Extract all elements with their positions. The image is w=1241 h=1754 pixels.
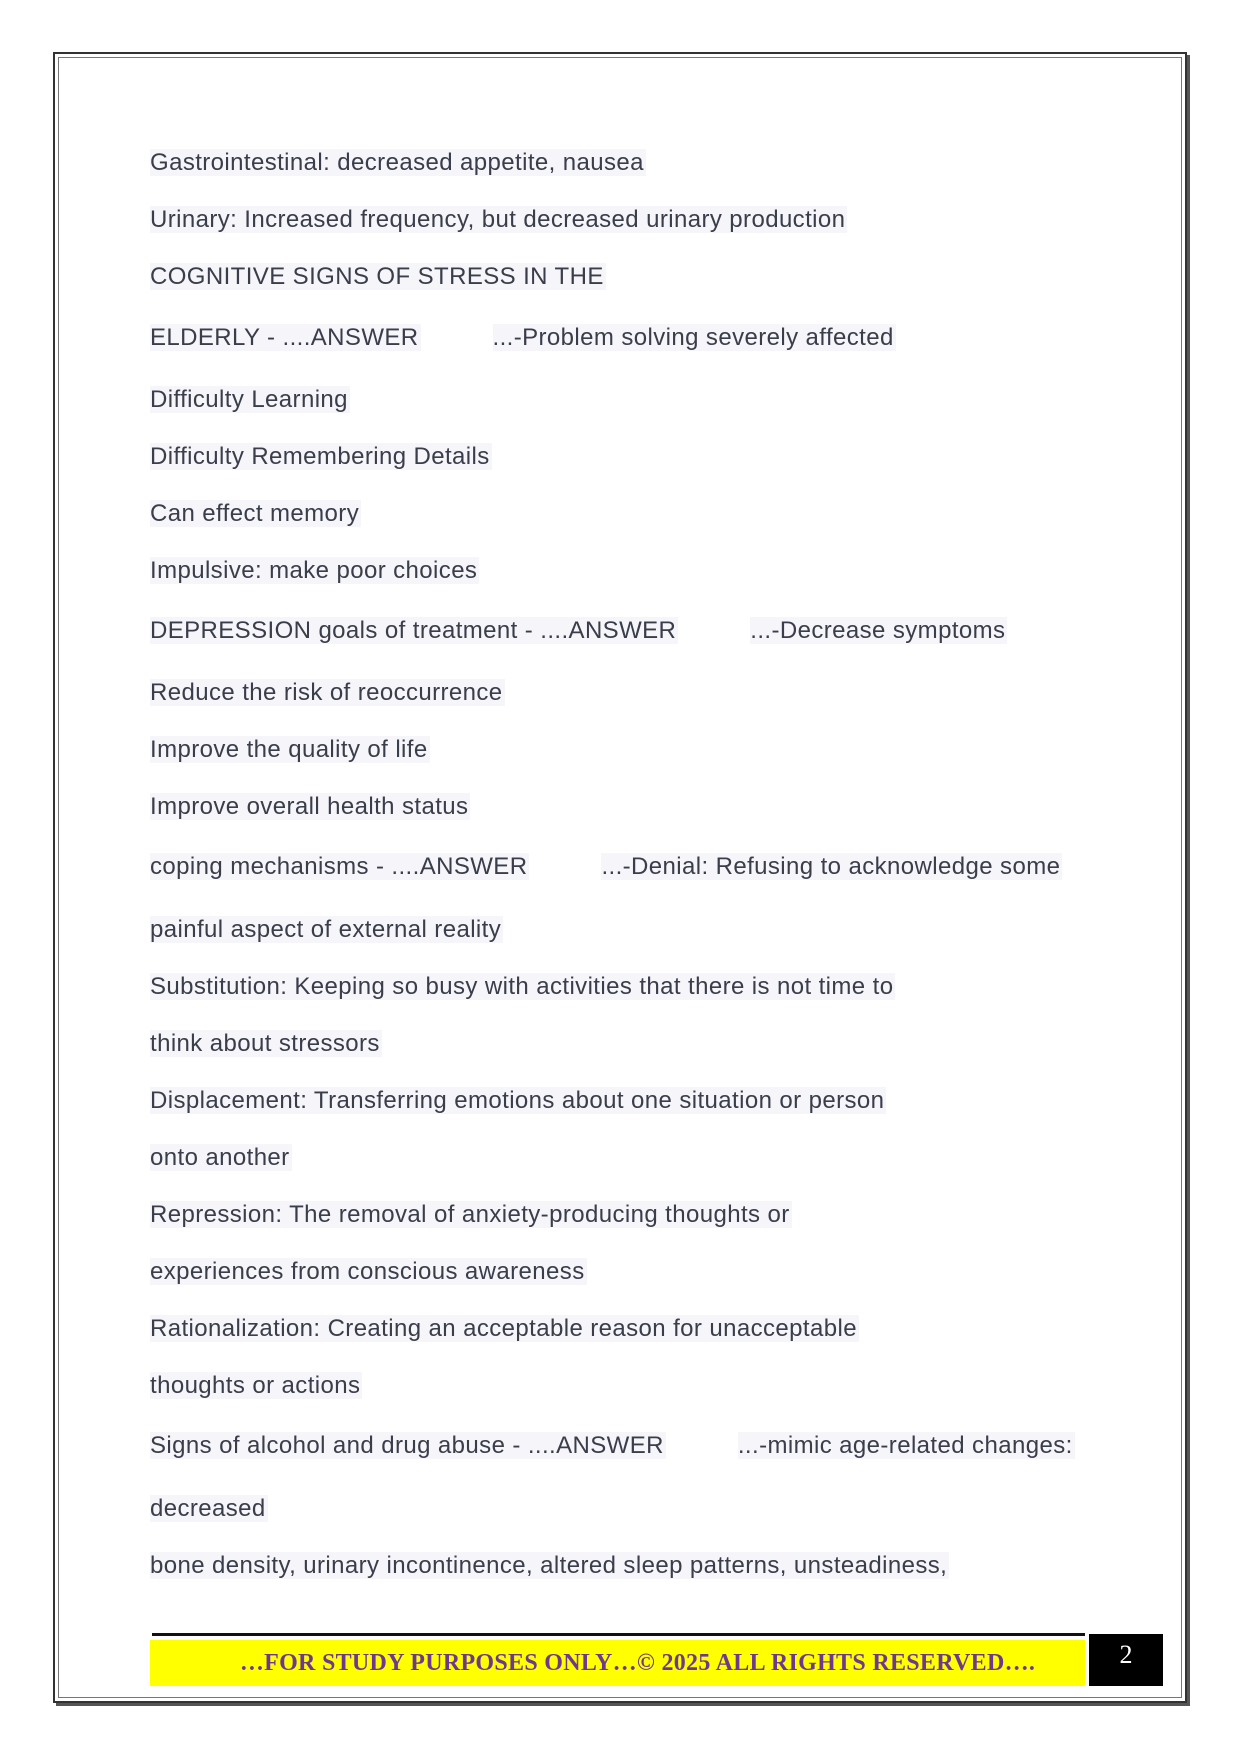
qa-line: coping mechanisms - ....ANSWER ...-Denial: Refusing to acknowledge some (150, 853, 1061, 880)
text-line: think about stressors (150, 1030, 380, 1057)
text-line: Reduce the risk of reoccurrence (150, 679, 503, 706)
page-number: 2 (1089, 1634, 1163, 1686)
text-line: Improve overall health status (150, 793, 469, 820)
text-line: Rationalization: Creating an acceptable reason for unacceptable (150, 1315, 857, 1342)
text-line: Improve the quality of life (150, 736, 428, 763)
text-line: Can effect memory (150, 500, 360, 527)
text-line: painful aspect of external reality (150, 916, 502, 943)
text-line: Displacement: Transferring emotions about one situation or person (150, 1087, 885, 1114)
text-line: Repression: The removal of anxiety-producing thoughts or (150, 1201, 790, 1228)
section-heading: COGNITIVE SIGNS OF STRESS IN THE (150, 263, 604, 290)
text-line: Difficulty Learning (150, 386, 348, 413)
footer-divider (152, 1633, 1085, 1636)
text-line: Gastrointestinal: decreased appetite, nausea (150, 149, 644, 176)
text-line: experiences from conscious awareness (150, 1258, 585, 1285)
text-line: thoughts or actions (150, 1372, 361, 1399)
text-line: onto another (150, 1144, 290, 1171)
qa-line: DEPRESSION goals of treatment - ....ANSWER ...-Decrease symptoms (150, 617, 1006, 644)
text-line: Difficulty Remembering Details (150, 443, 490, 470)
text-line: Substitution: Keeping so busy with activities that there is not time to (150, 973, 894, 1000)
text-line: Urinary: Increased frequency, but decreased urinary production (150, 206, 846, 233)
qa-line: ELDERLY - ....ANSWER ...-Problem solving severely affected (150, 324, 894, 351)
text-line: bone density, urinary incontinence, altered sleep patterns, unsteadiness, (150, 1552, 948, 1579)
qa-line: Signs of alcohol and drug abuse - ....ANSWER ...-mimic age-related changes: (150, 1432, 1073, 1459)
text-line: Impulsive: make poor choices (150, 557, 478, 584)
text-line: decreased (150, 1495, 266, 1522)
footer-banner (150, 1640, 1085, 1686)
footer-copyright: …FOR STUDY PURPOSES ONLY…© 2025 ALL RIGHTS RESERVED…. (239, 1649, 1036, 1676)
